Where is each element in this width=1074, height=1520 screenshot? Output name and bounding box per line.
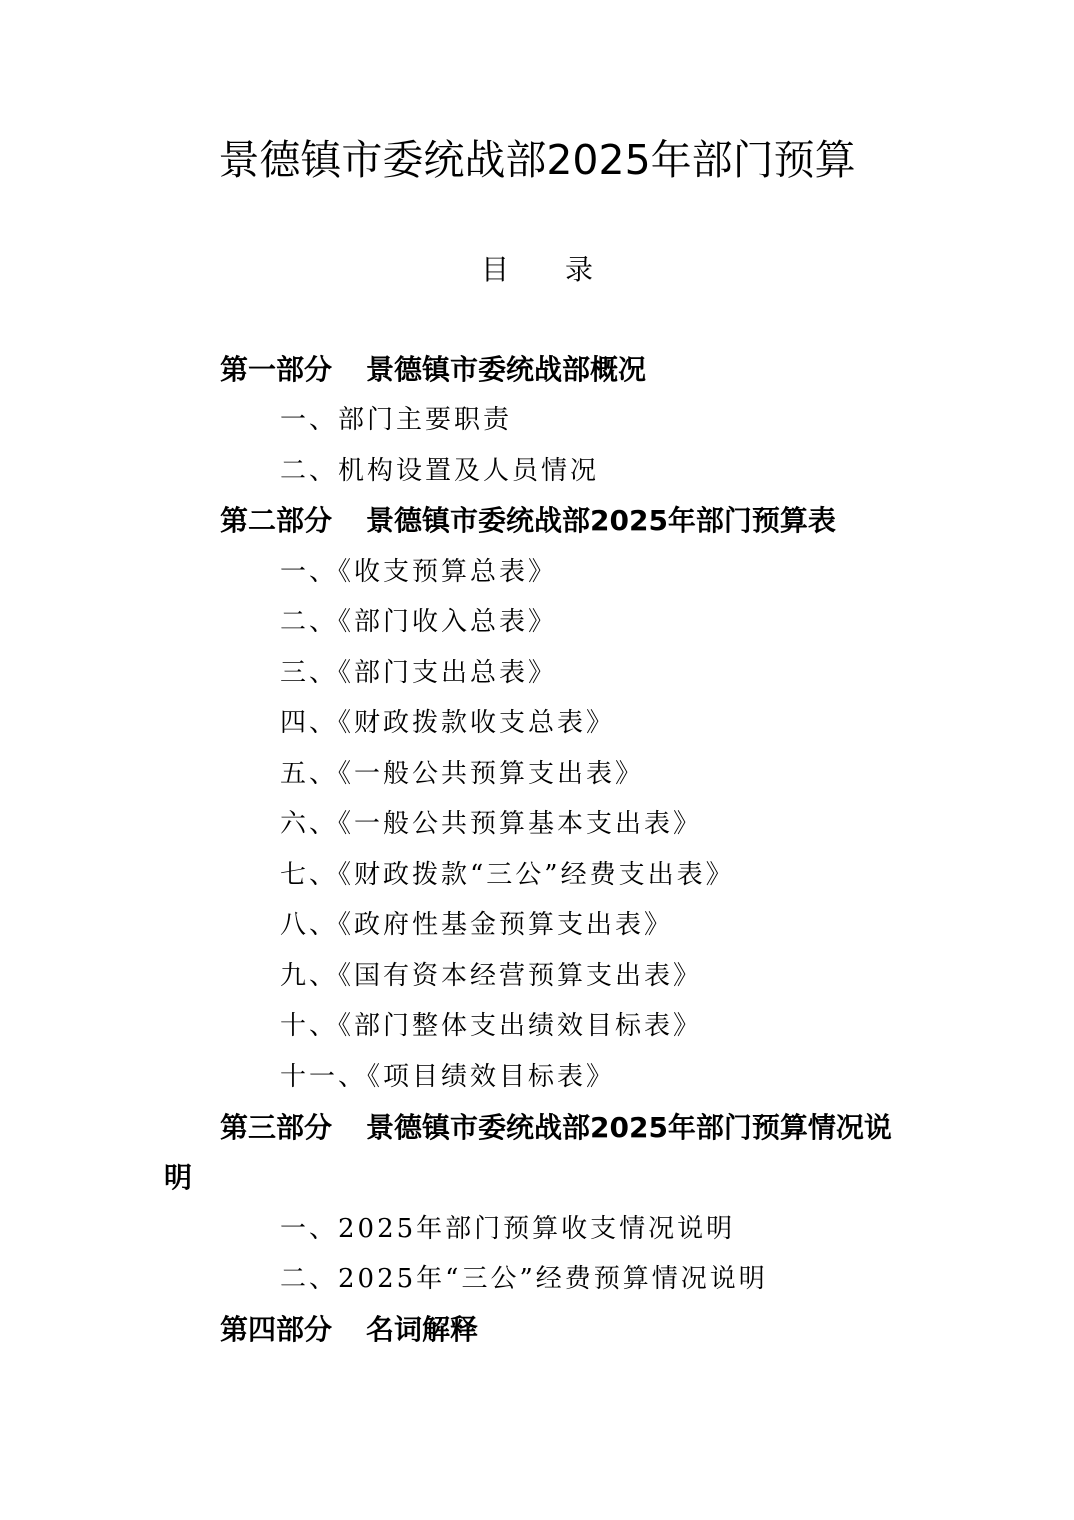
toc-item[interactable]: 二、《部门收入总表》 (280, 607, 558, 637)
toc-item[interactable]: 一、《收支预算总表》 (280, 557, 558, 587)
toc-part-label: 第四部分 (220, 1313, 333, 1346)
toc-item[interactable]: 十、《部门整体支出绩效目标表》 (280, 1011, 703, 1041)
toc-item[interactable]: 四、《财政拨款收支总表》 (280, 708, 616, 738)
toc-item[interactable]: 五、《一般公共预算支出表》 (280, 759, 645, 789)
toc-part-text: 景德镇市委统战部2025年部门预算表 (366, 504, 836, 537)
toc-item[interactable]: 八、《政府性基金预算支出表》 (280, 910, 674, 940)
toc-part-text-continued: 明 (164, 1161, 193, 1194)
toc-part-1[interactable] (220, 350, 920, 390)
toc-item[interactable]: 三、《部门支出总表》 (280, 658, 558, 688)
toc-item[interactable]: 二、机构设置及人员情况 (280, 456, 600, 486)
toc-part-text: 景德镇市委统战部概况 (366, 353, 647, 386)
toc-item[interactable]: 二、2025年“三公”经费预算情况说明 (280, 1264, 768, 1294)
toc-heading-char-1: 目 (480, 253, 509, 286)
toc-part-text: 名词解释 (366, 1313, 479, 1346)
toc-part-text: 景德镇市委统战部2025年部门预算情况说 (366, 1111, 892, 1144)
toc-item[interactable]: 七、《财政拨款“三公”经费支出表》 (280, 860, 735, 890)
toc-part-label: 第三部分 (220, 1111, 333, 1144)
toc-part-3[interactable] (164, 1108, 920, 1194)
toc-part-label: 第一部分 (220, 353, 333, 386)
toc-item[interactable]: 十一、《项目绩效目标表》 (280, 1062, 616, 1092)
toc-part-label: 第二部分 (220, 504, 333, 537)
toc-item[interactable]: 六、《一般公共预算基本支出表》 (280, 809, 703, 839)
toc-item[interactable]: 九、《国有资本经营预算支出表》 (280, 961, 703, 991)
toc-heading-char-2: 录 (565, 253, 594, 286)
toc-part-2[interactable] (220, 501, 920, 541)
document-title: 景德镇市委统战部2025年部门预算 (218, 136, 856, 184)
toc-item[interactable]: 一、2025年部门预算收支情况说明 (280, 1214, 736, 1244)
toc-item[interactable]: 一、部门主要职责 (280, 405, 513, 435)
toc-part-4[interactable] (220, 1310, 920, 1350)
toc-heading (0, 250, 1074, 290)
